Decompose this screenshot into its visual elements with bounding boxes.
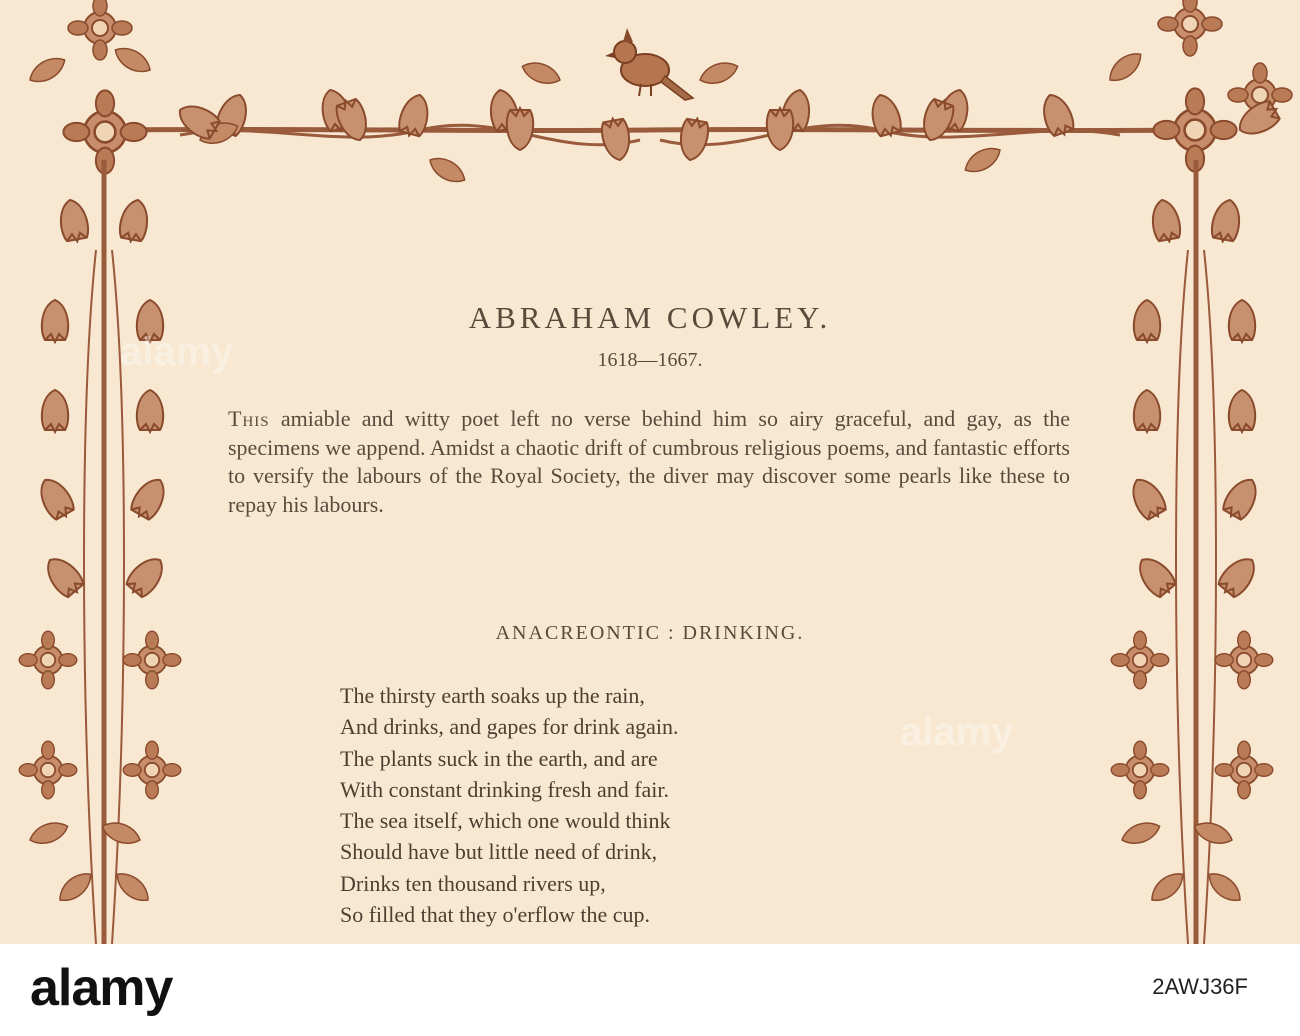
intro-first-word: This [228,406,270,431]
intro-paragraph [228,405,1070,519]
poem-line: Should have but little need of drink, [340,839,658,865]
intro-text: amiable and witty poet left no verse behind him so airy graceful, and gay, as the specimens we append. Amidst a chaotic drift of cumbrous religious poems, and fantastic efforts to versify the labours of the Royal Society, the diver may discover some pearls like these to repay his labours. [228,406,1070,517]
image-id: 2AWJ36F [1152,974,1248,999]
page-title: ABRAHAM COWLEY. [468,300,832,335]
poem-line: And drinks, and gapes for drink again. [340,714,679,740]
poem-line: Drinks ten thousand rivers up, [340,870,606,896]
poem-body [340,680,960,930]
bird-ornament [605,28,693,100]
poem-line: The plants suck in the earth, and are [340,745,658,771]
watermark-text: alamy [900,710,1014,754]
poem-line: The sea itself, which one would think [340,808,671,834]
poem-title: ANACREONTIC : DRINKING. [495,622,805,644]
alamy-logo: alamy [30,959,173,1017]
life-dates: 1618—1667. [597,349,703,371]
stock-footer [0,944,1300,1036]
poem-line: With constant drinking fresh and fair. [340,776,670,802]
poem-line: The thirsty earth soaks up the rain, [340,683,645,708]
poem-line: So filled that they o'erflow the cup. [340,902,651,928]
watermark-text: alamy [120,330,234,374]
